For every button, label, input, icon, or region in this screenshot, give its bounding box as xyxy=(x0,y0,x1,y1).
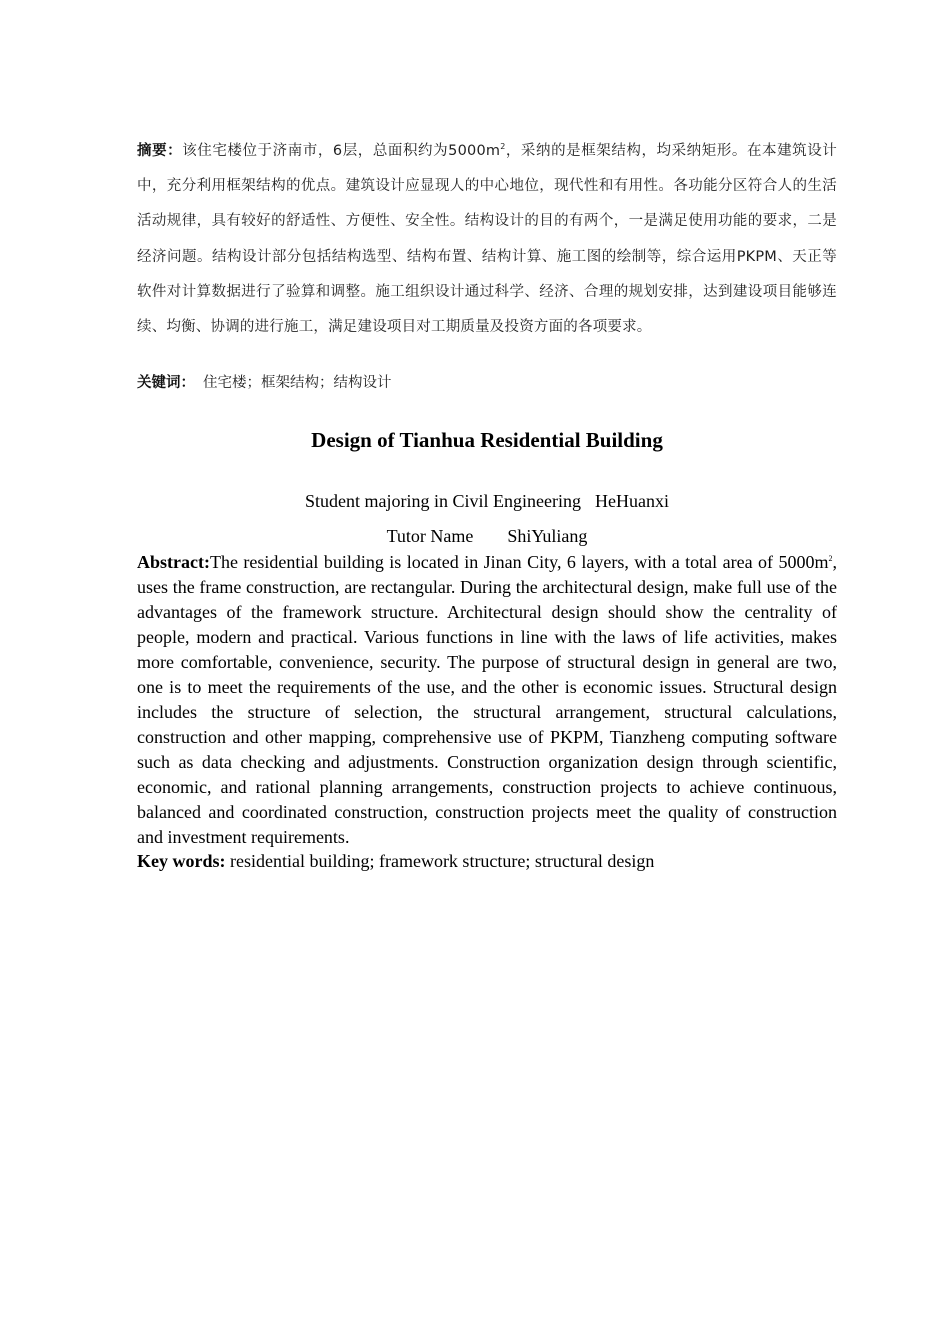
tutor-name: ShiYuliang xyxy=(507,526,588,546)
area-superscript: 2 xyxy=(500,142,506,152)
english-abstract xyxy=(137,550,837,850)
chinese-abstract-text-part1: 该住宅楼位于济南市，6层，总面积约为5000m xyxy=(182,143,501,159)
english-abstract-text-part2: , uses the frame construction, are rectangular. During the architectural design, make full use of the advantages of the framework structure. Architectural design should show the centrality of people, modern and practical. Various functions in line with the laws of life activities, makes more comfortable, convenience, security. The purpose of structural design in general are two, one is to meet the requirements of the use, and the other is economic issues. Structural design includes the structure of selection, the structural arrangement, structural calculations, construction and other mapping, comprehensive use of PKPM, Tianzheng computing software such as data checking and adjustments. Construction organization design through scientific, economic, and rational planning arrangements, construction projects to achieve continuous, balanced and coordinated construction, construction projects meet the quality of construction and investment requirements. xyxy=(137,552,837,847)
chinese-abstract-text-part2: ，采纳的是框架结构，均采纳矩形。在本建筑设计中，充分利用框架结构的优点。建筑设计应显现人的中心地位，现代性和有用性。各功能分区符合人的生活活动规律，具有较好的舒适性、方便性、安全性。结构设计的目的有两个，一是满足使用功能的要求，二是经济问题。结构设计部分包括结构选型、结构布置、结构计算、施工图的绘制等，综合运用PKPM、天正等软件对计算数据进行了验算和调整。施工组织设计通过科学、经济、合理的规划安排，达到建设项目能够连续、均衡、协调的进行施工，满足建设项目对工期质量及投资方面的各项要求。 xyxy=(137,143,837,336)
chinese-abstract xyxy=(137,134,837,345)
chinese-keywords-value: 住宅楼；框架结构；结构设计 xyxy=(203,375,392,391)
chinese-keywords xyxy=(137,372,837,394)
chinese-keywords-label: 关键词： xyxy=(137,375,195,391)
english-area-superscript: 2 xyxy=(828,554,833,563)
chinese-abstract-label: 摘要： xyxy=(137,143,183,159)
tutor-label: Tutor Name xyxy=(386,526,474,546)
author-name: HeHuanxi xyxy=(594,491,669,511)
english-abstract-label: Abstract: xyxy=(137,552,210,572)
english-keywords-value: residential building; framework structure; structural design xyxy=(230,851,655,871)
author-major: Student majoring in Civil Engineering xyxy=(305,491,581,511)
author-line xyxy=(137,489,837,513)
english-keywords-label: Key words: xyxy=(137,851,226,871)
english-abstract-text-part1: The residential building is located in Jinan City, 6 layers, with a total area of 5000m xyxy=(209,552,829,572)
english-keywords xyxy=(137,849,837,874)
english-title: Design of Tianhua Residential Building xyxy=(311,428,663,452)
tutor-line xyxy=(137,524,837,548)
